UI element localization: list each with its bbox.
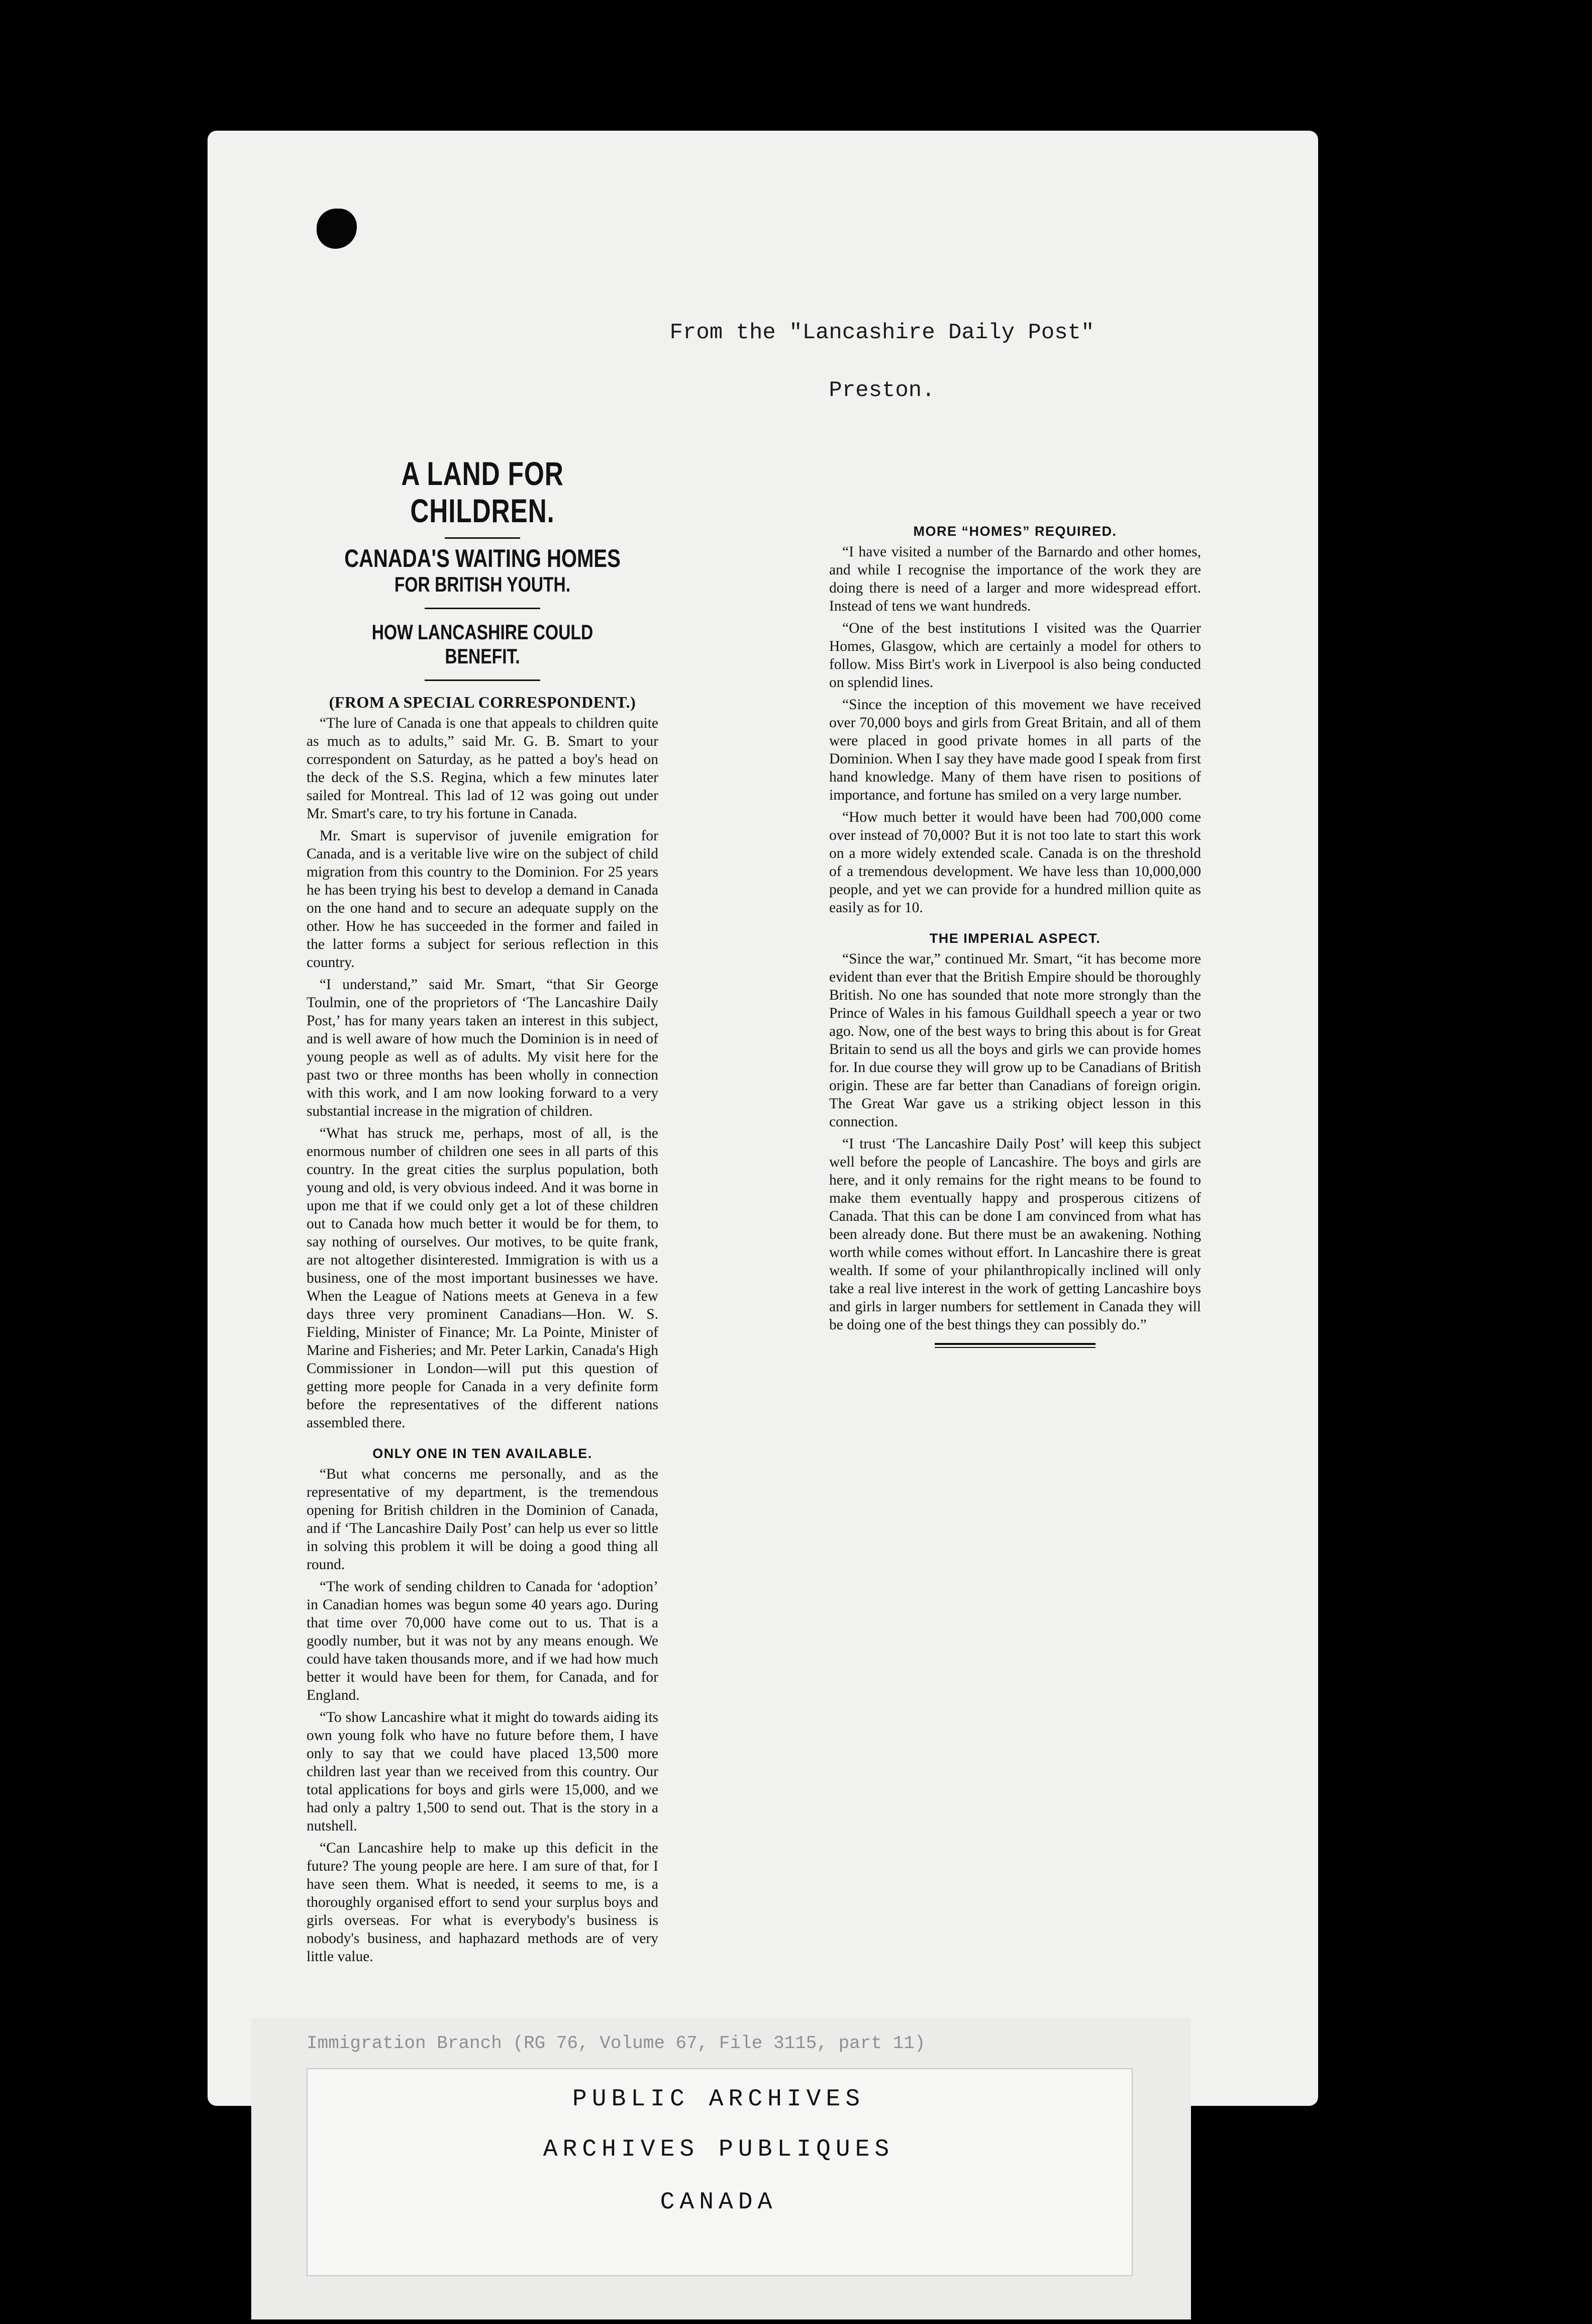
article-right-column	[829, 523, 1201, 1348]
article-paragraph: Mr. Smart is supervisor of juvenile emigration for Canada, and is a veritable live wire on the subject of child migration from this country to the Dominion. For 25 years he has been trying his best to develop a demand in Canada on the one hand and to secure an adequate supply on the other. How he has succeeded in the former and failed in the latter forms a subject for serious reflection in this country.	[307, 828, 658, 971]
article-paragraph: “The work of sending children to Canada for ‘adoption’ in Canadian homes was begun some 40 years ago. During that time over 70,000 have come out to us. That is a goodly number, but it was not by any means enough. We could have taken thousands more, and if we had how much better it would have been for them, for Canada, and for England.	[307, 1579, 658, 1703]
headline-divider	[307, 531, 658, 542]
article-paragraph: “One of the best institutions I visited was the Quarrier Homes, Glasgow, which are certainly a model for others to follow. Miss Birt's work in Liverpool is also being conducted on splendid lines.	[829, 620, 1201, 691]
archive-stamp-line-country: CANADA	[660, 2189, 777, 2216]
subhead-rule	[425, 608, 540, 609]
article-byline: (FROM A SPECIAL CORRESPONDENT.)	[329, 693, 636, 711]
article-left-column	[307, 455, 658, 1970]
section-heading-only-one: ONLY ONE IN TEN AVAILABLE.	[372, 1446, 592, 1461]
article-paragraph: “I understand,” said Mr. Smart, “that Sir George Toulmin, one of the proprietors of ‘The Lancashire Daily Post,’ has for many years taken an interest in this subject, and is well aware of how much the Dominion is in need of young people as well as of adults. My visit here for the past two or three months has been wholly in connection with this work, and I am now looking forward to a very substantial increase in the migration of children.	[307, 977, 658, 1119]
article-second-subhead: HOW LANCASHIRE COULD BENEFIT.	[371, 620, 593, 668]
article-paragraph: “How much better it would have been had 700,000 come over instead of 70,000? But it is not too late to start this work on a more widely extended scale. Canada is on the threshold of a tremendous development. We have less than 10,000,000 people, and yet we can provide for a hundred million quite as easily as for 10.	[829, 809, 1201, 916]
byline-rule	[425, 680, 540, 681]
article-paragraph: “Can Lancashire help to make up this deficit in the future? The young people are here. I am sure of that, for I have seen them. What is needed, it seems to me, is a thoroughly organised effort to send your surplus boys and girls overseas. For what is everybody's business is nobody's business, and haphazard methods are of very little value.	[307, 1840, 658, 1965]
article-subhead: CANADA'S WAITING HOMES	[344, 544, 621, 572]
article-paragraph: “I have visited a number of the Barnardo and other homes, and while I recognise the importance of the work they are doing there is need of a larger and more widespread effort. Instead of tens we want hundreds.	[829, 544, 1201, 614]
article-headline: A LAND FOR CHILDREN.	[401, 455, 564, 529]
archive-stamp-line-english: PUBLIC ARCHIVES	[572, 2086, 865, 2113]
source-place: Preston.	[829, 378, 935, 403]
source-line: From the "Lancashire Daily Post"	[669, 320, 1094, 345]
archive-stamp-line-french: ARCHIVES PUBLIQUES	[543, 2136, 894, 2163]
article-paragraph: “I trust ‘The Lancashire Daily Post’ will keep this subject well before the people of Lancashire. The boys and girls are here, and it only remains for the right means to be found to make them eventually happy and prosperous citizens of Canada. That this can be done I am convinced from what has been already done. But there must be an awakening. Nothing worth while comes without effort. In Lancashire there is great wealth. If some of your philanthropically inclined will only take a real live interest in the work of getting Lancashire boys and girls in larger numbers for settlement in Canada they will be doing one of the best things they can possibly do.”	[829, 1136, 1201, 1333]
section-heading-imperial: THE IMPERIAL ASPECT.	[929, 931, 1101, 946]
article-paragraph: “The lure of Canada is one that appeals to children quite as much as to adults,” said Mr. G. B. Smart to your correspondent on Saturday, as he patted a boy's head on the deck of the S.S. Regina, which a few minutes later sailed for Montreal. This lad of 12 was going out under Mr. Smart's care, to try his fortune in Canada.	[307, 715, 658, 822]
article-paragraph: “Since the war,” continued Mr. Smart, “it has become more evident than ever that the British Empire should be thoroughly British. No one has sounded that note more strongly than the Prince of Wales in his famous Guildhall speech a year or two ago. Now, one of the best ways to bring this about is for Great Britain to send us all the boys and girls we can provide homes for. In due course they will grow up to be Canadians of British origin. These are far better than Canadians of foreign origin. The Great War gave us a striking object lesson in this connection.	[829, 951, 1201, 1130]
section-heading-more-homes: MORE “HOMES” REQUIRED.	[913, 524, 1117, 539]
article-paragraph: “To show Lancashire what it might do towards aiding its own young folk who have no future before them, I have only to say that we could have placed 13,500 more children last year than we received from this country. Our total applications for boys and girls were 15,000, and we had only a paltry 1,500 to send out. That is the story in a nutshell.	[307, 1709, 658, 1834]
article-paragraph: “But what concerns me personally, and as the representative of my department, is the tremendous opening for British children in the Dominion of Canada, and if ‘The Lancashire Daily Post’ can help us ever so little in solving this problem it will be doing a good thing all round.	[307, 1466, 658, 1573]
article-end-rule	[935, 1343, 1096, 1348]
article-paragraph: “Since the inception of this movement we have received over 70,000 boys and girls from Great Britain, and all of them were placed in good private homes in all parts of the Dominion. When I say they have made good I speak from first hand knowledge. Many of them have risen to positions of importance, and fortune has smiled on a very large number.	[829, 697, 1201, 803]
article-paragraph: “What has struck me, perhaps, most of all, is the enormous number of children one sees in all parts of this country. In the great cities the surplus population, both young and old, is very obvious indeed. And it was borne in upon me that if we could only get a lot of these children out to Canada how much better it would be for them, to say nothing of ourselves. Our motives, to be quite frank, are not altogether disinterested. Immigration is with us a business, one of the most important businesses we have. When the League of Nations meets at Geneva in a few days three very prominent Canadians—Hon. W. S. Fielding, Minister of Finance; Mr. La Pointe, Minister of Marine and Fisheries; and Mr. Peter Larkin, Canada's High Commissioner in London—will put this question of getting more people for Canada in a very definite form before the representatives of the different nations assembled there.	[307, 1125, 658, 1431]
archive-reference: Immigration Branch (RG 76, Volume 67, File 3115, part 11)	[307, 2033, 926, 2054]
article-subhead-continued: FOR BRITISH YOUTH.	[394, 572, 571, 596]
